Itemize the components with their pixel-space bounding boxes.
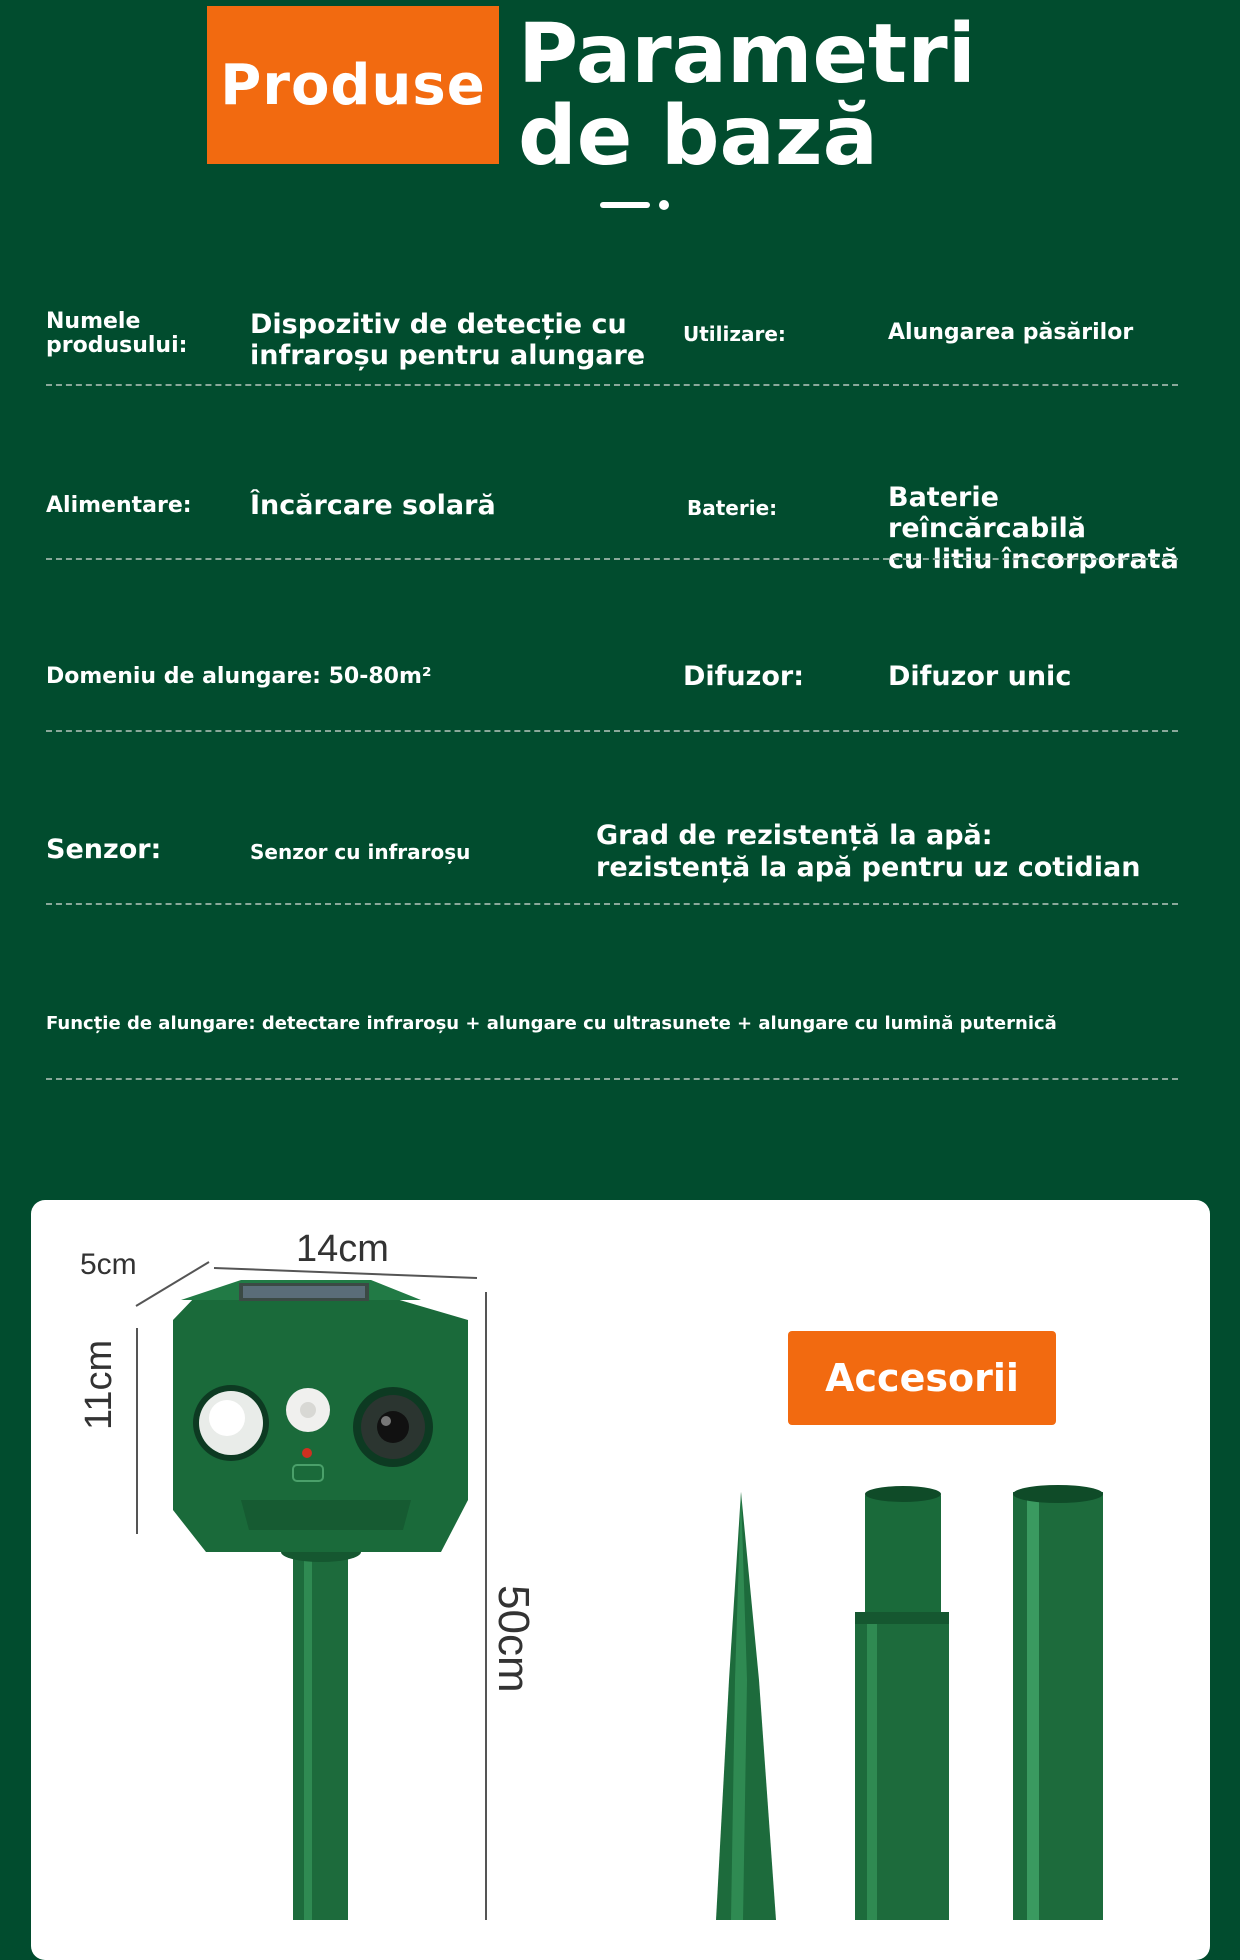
accessories-badge-label: Accesorii (825, 1356, 1019, 1400)
row-divider (46, 1078, 1178, 1080)
battery-label: Baterie: (687, 496, 778, 520)
product-name-label: Numele produsului: (46, 309, 188, 358)
row-divider (46, 903, 1178, 905)
page-title-line2: de bază (518, 89, 878, 184)
power-value: Încărcare solară (250, 490, 496, 521)
product-name-value-line2: infraroșu pentru alungare (250, 340, 646, 371)
product-badge-label: Produse (220, 52, 486, 118)
row-divider (46, 730, 1178, 732)
sensor-label: Senzor: (46, 834, 162, 865)
product-name-value (250, 309, 670, 371)
width-dimension-label: 14cm (296, 1228, 389, 1270)
bird-repeller-device (173, 1280, 468, 1920)
depth-dimension-label: 5cm (80, 1248, 137, 1281)
accessory-ground-spike (716, 1492, 776, 1920)
row-divider (46, 384, 1178, 386)
water-resistance (596, 820, 1196, 884)
battery-value (888, 482, 1188, 575)
page-title (518, 7, 978, 184)
product-name-value-line1: Dispozitiv de detecție cu (250, 309, 627, 340)
speaker-value: Difuzor unic (888, 661, 1072, 692)
water-resistance-line1: Grad de rezistență la apă: (596, 820, 993, 851)
title-underline-decoration (600, 200, 672, 210)
function-text: Funcție de alungare: detectare infraroșu + alungare cu ultrasunete + alungare cu lumină puternică (46, 1013, 1057, 1034)
accessory-pole-tube (1013, 1485, 1103, 1920)
accessory-pole-segment (855, 1486, 949, 1920)
speaker-label: Difuzor: (683, 661, 805, 692)
battery-value-line2: cu litiu încorporată (888, 544, 1179, 575)
product-illustration (31, 1200, 1210, 1920)
height-dimension-label: 11cm (78, 1339, 120, 1430)
usage-value: Alungarea păsărilor (888, 320, 1134, 345)
water-resistance-line2: rezistență la apă pentru uz cotidian (596, 852, 1141, 883)
usage-label: Utilizare: (683, 322, 786, 346)
total-height-dimension-label: 50cm (489, 1585, 538, 1693)
width-dimension-line (214, 1268, 477, 1278)
power-label: Alimentare: (46, 493, 192, 518)
sensor-value: Senzor cu infraroșu (250, 840, 471, 864)
product-badge (207, 6, 499, 164)
battery-value-line1: Baterie reîncărcabilă (888, 482, 1086, 544)
range-label: Domeniu de alungare: 50-80m² (46, 664, 432, 689)
accessories-badge (788, 1331, 1056, 1425)
page-title-line1: Parametri (518, 7, 976, 102)
row-divider (46, 558, 1178, 560)
